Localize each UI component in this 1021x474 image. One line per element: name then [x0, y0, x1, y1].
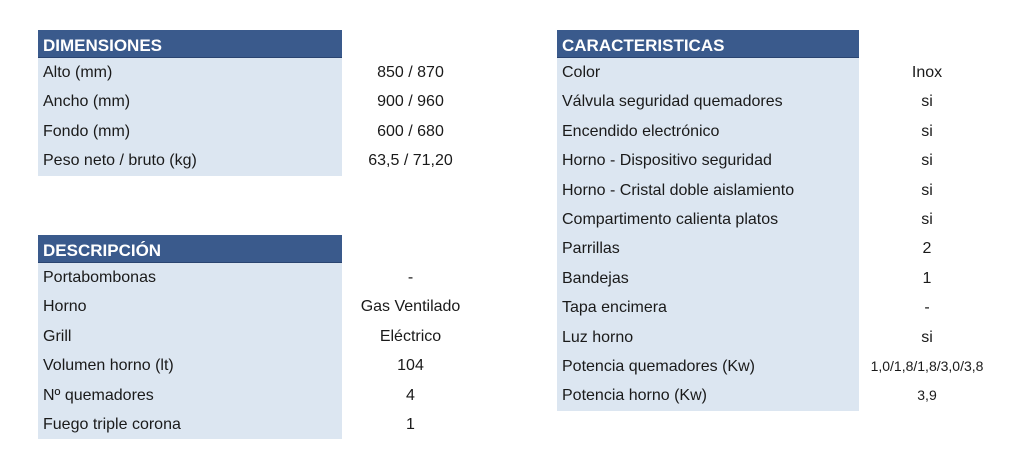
row-value: 3,9 [917, 387, 937, 404]
row-label: Horno [38, 292, 342, 321]
table-row [557, 205, 933, 234]
table-row [38, 322, 442, 351]
row-value: - [407, 269, 414, 286]
table-row [38, 351, 424, 380]
row-label: Color [557, 58, 859, 87]
dimensiones-header: DIMENSIONES [38, 30, 342, 58]
table-row [557, 323, 933, 352]
row-label: Fuego triple corona [38, 410, 342, 439]
row-label: Portabombonas [38, 263, 342, 292]
table-row [38, 410, 415, 439]
row-label: Grill [38, 322, 342, 351]
table-row [38, 146, 453, 175]
row-value: Gas Ventilado [360, 298, 461, 316]
row-value: - [924, 299, 930, 317]
caracteristicas-table [557, 30, 984, 411]
table-row [38, 87, 444, 116]
table-row [38, 117, 444, 146]
descripcion-header: DESCRIPCIÓN [38, 235, 342, 263]
table-row [38, 58, 444, 87]
row-label: Bandejas [557, 264, 859, 293]
row-value: si [921, 93, 933, 111]
row-value: 104 [397, 357, 424, 375]
row-label: Parrillas [557, 234, 859, 263]
table-row [557, 58, 943, 87]
table-row [557, 264, 932, 293]
table-row [557, 381, 937, 410]
table-row [38, 292, 461, 321]
table-row [557, 117, 933, 146]
row-value: 900 / 960 [377, 93, 444, 111]
row-value: 63,5 / 71,20 [368, 152, 453, 170]
table-row [557, 234, 932, 263]
row-label: Horno - Cristal doble aislamiento [557, 176, 859, 205]
row-value: si [921, 122, 933, 140]
caracteristicas-header: CARACTERISTICAS [557, 30, 859, 58]
row-label: Volumen horno (lt) [38, 351, 342, 380]
table-row [557, 146, 933, 175]
row-label: Tapa encimera [557, 293, 859, 322]
row-value: si [921, 210, 933, 228]
dimensiones-table [38, 30, 453, 176]
table-row [557, 352, 984, 381]
row-value: 1 [922, 269, 932, 287]
row-label: Encendido electrónico [557, 117, 859, 146]
row-value: 600 / 680 [377, 122, 444, 140]
table-row [38, 381, 415, 410]
row-value: si [921, 152, 933, 170]
row-label: Horno - Dispositivo seguridad [557, 146, 859, 175]
row-label: Válvula seguridad quemadores [557, 87, 859, 116]
row-value: 4 [406, 386, 415, 404]
table-row [38, 263, 414, 292]
descripcion-table [38, 235, 461, 439]
row-value: 1 [406, 415, 415, 433]
row-value: si [921, 181, 933, 199]
table-row [557, 293, 930, 322]
row-label: Peso neto / bruto (kg) [38, 146, 342, 175]
row-label: Compartimento calienta platos [557, 205, 859, 234]
row-value: 2 [922, 240, 932, 258]
row-value: Eléctrico [379, 327, 442, 345]
table-row [557, 87, 933, 116]
row-value: si [921, 328, 933, 346]
row-value: Inox [911, 64, 943, 81]
row-label: Potencia quemadores (Kw) [557, 352, 859, 381]
row-label: Ancho (mm) [38, 87, 342, 116]
row-label: Fondo (mm) [38, 117, 342, 146]
row-label: Luz horno [557, 323, 859, 352]
row-label: Alto (mm) [38, 58, 342, 87]
row-label: Nº quemadores [38, 381, 342, 410]
table-row [557, 176, 933, 205]
row-value: 850 / 870 [377, 64, 444, 81]
row-label: Potencia horno (Kw) [557, 381, 859, 410]
row-value: 1,0/1,8/1,8/3,0/3,8 [870, 357, 984, 374]
